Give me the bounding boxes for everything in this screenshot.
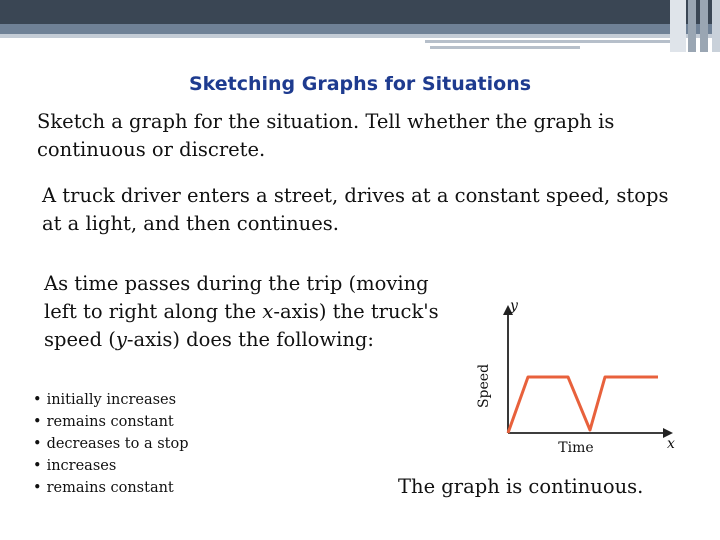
- y-axis-letter: y: [510, 298, 518, 314]
- list-item: • increases: [33, 455, 188, 477]
- list-item: • decreases to a stop: [33, 433, 188, 455]
- decorative-band: [425, 40, 670, 43]
- description-part: -axis) the truck's speed (: [44, 300, 439, 351]
- decorative-corner: [688, 0, 696, 52]
- speed-line: [508, 377, 658, 433]
- decorative-corner: [700, 0, 708, 52]
- instructions: Sketch a graph for the situation. Tell whether the graph is continuous or discrete.: [37, 110, 615, 161]
- list-item: • remains constant: [33, 411, 188, 433]
- steps-list: [33, 389, 188, 499]
- description-part: -axis) does the following:: [126, 328, 374, 351]
- speed-time-graph: [440, 290, 690, 465]
- conclusion-text: The graph is continuous.: [398, 475, 644, 498]
- header-bar: [0, 0, 720, 24]
- decorative-corner: [670, 0, 686, 52]
- y-variable: y: [115, 328, 127, 351]
- x-axis-label: Time: [558, 440, 594, 456]
- y-axis-label: Speed: [476, 363, 492, 409]
- list-item: • remains constant: [33, 477, 188, 499]
- slide-title: Sketching Graphs for Situations: [188, 73, 532, 95]
- decorative-band: [430, 46, 580, 49]
- decorative-band: [0, 34, 720, 38]
- x-variable: x: [262, 300, 274, 323]
- decorative-corner: [712, 0, 720, 52]
- header-accent-bar: [0, 24, 720, 34]
- x-axis-letter: x: [667, 436, 675, 452]
- description-text: [44, 270, 464, 354]
- situation-text: A truck driver enters a street, drives at a constant speed, stops at a light, and then continues.: [42, 184, 669, 235]
- description-part: As time passes during the trip (moving left to right along the: [44, 272, 429, 323]
- list-item: • initially increases: [33, 389, 188, 411]
